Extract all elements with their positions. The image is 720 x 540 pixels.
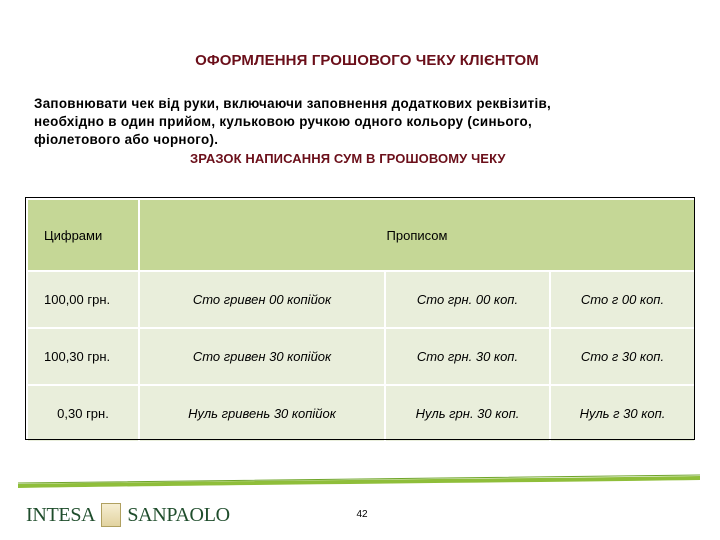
cell-shortest-words: Сто г 30 коп. [550,328,695,385]
cell-shortest-words: Нуль г 30 коп. [550,385,695,442]
paragraph-line: фіолетового або чорного). [34,132,219,147]
footer-brush-line [0,470,720,490]
table-header-row [27,199,695,271]
cell-short-words: Сто грн. 00 коп. [385,271,550,328]
header-digits: Цифрами [27,199,139,271]
paragraph-line: Заповнювати чек від руки, включаючи заповнення додаткових реквізитів, [34,96,552,111]
cell-full-words: Сто гривен 30 копійок [139,328,385,385]
slide-title: ОФОРМЛЕННЯ ГРОШОВОГО ЧЕКУ КЛІЄНТОМ [195,52,539,69]
table-row [27,385,695,442]
header-words: Прописом [139,199,695,271]
cell-full-words: Нуль гривень 30 копійок [139,385,385,442]
instruction-paragraph [34,95,684,149]
logo-emblem-icon [101,503,121,527]
table-subtitle: ЗРАЗОК НАПИСАННЯ СУМ В ГРОШОВОМУ ЧЕКУ [190,151,506,166]
cell-full-words: Сто гривен 00 копійок [139,271,385,328]
paragraph-line: необхідно в один прийом, кульковою ручкою одного кольору (синього, [34,114,533,129]
cell-digits: 100,00 грн. [27,271,139,328]
table-row [27,328,695,385]
cell-digits: 0,30 грн. [27,385,139,442]
logo-text-right: SANPAOLO [127,503,230,526]
amount-sample-table [26,198,696,443]
cell-short-words: Сто грн. 30 коп. [385,328,550,385]
logo-text-left: INTESA [26,503,96,526]
table-row [27,271,695,328]
intesa-sanpaolo-logo [26,502,230,528]
cell-shortest-words: Сто г 00 коп. [550,271,695,328]
page-number: 42 [356,509,368,520]
cell-digits: 100,30 грн. [27,328,139,385]
cell-short-words: Нуль грн. 30 коп. [385,385,550,442]
